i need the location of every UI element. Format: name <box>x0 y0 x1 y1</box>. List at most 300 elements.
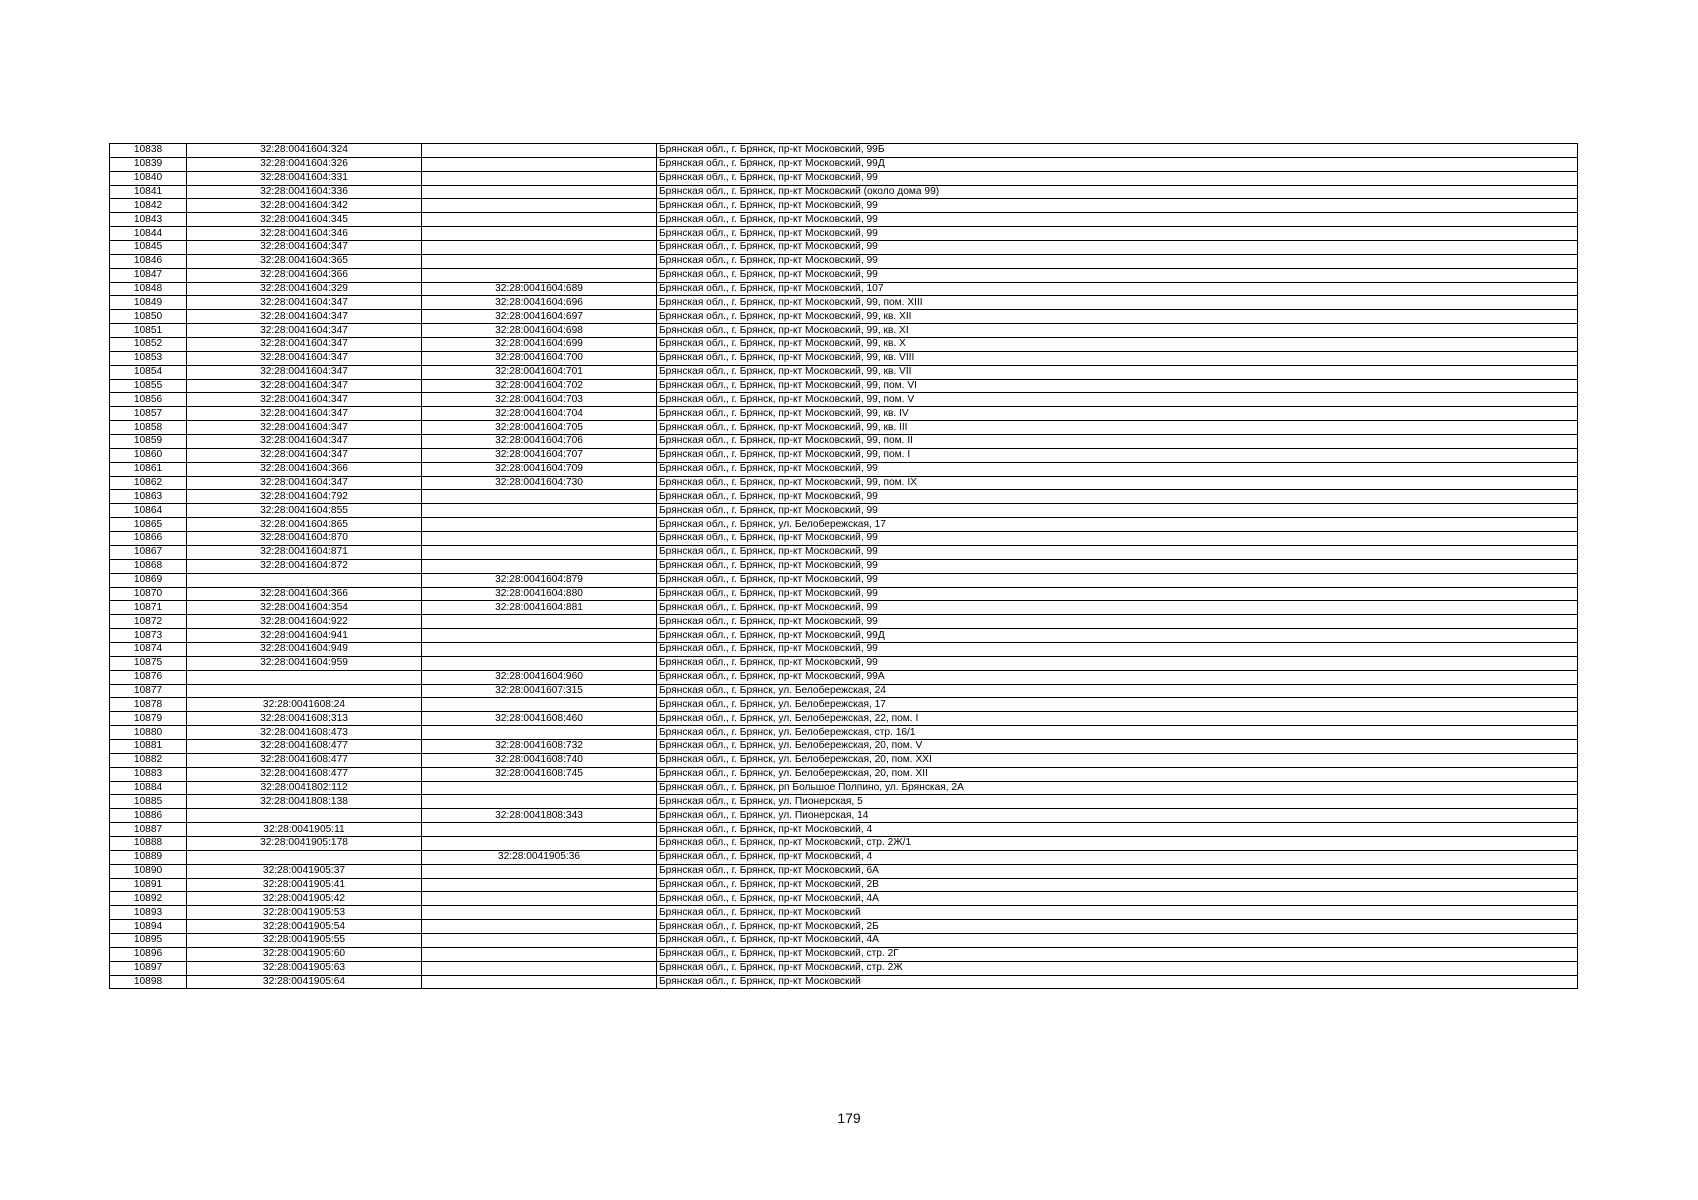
linked-cadastral-number-cell <box>422 199 657 213</box>
row-number-cell: 10844 <box>110 227 187 241</box>
row-number-cell: 10868 <box>110 559 187 573</box>
row-number-cell: 10854 <box>110 365 187 379</box>
address-cell: Брянская обл., г. Брянск, ул. Белобережская, стр. 16/1 <box>657 726 1578 740</box>
linked-cadastral-number-cell <box>422 254 657 268</box>
address-cell: Брянская обл., г. Брянск, пр-кт Московский, 99, пом. I <box>657 448 1578 462</box>
linked-cadastral-number-cell <box>422 157 657 171</box>
registry-table <box>109 143 1578 989</box>
cadastral-number-cell: 32:28:0041905:178 <box>187 836 422 850</box>
row-number-cell: 10842 <box>110 199 187 213</box>
table-row <box>110 712 1578 726</box>
cadastral-number-cell: 32:28:0041608:477 <box>187 753 422 767</box>
registry-table-body <box>110 144 1578 989</box>
address-cell: Брянская обл., г. Брянск, пр-кт Московский, стр. 2Ж <box>657 961 1578 975</box>
table-row <box>110 213 1578 227</box>
row-number-cell: 10866 <box>110 532 187 546</box>
linked-cadastral-number-cell <box>422 920 657 934</box>
table-row <box>110 836 1578 850</box>
row-number-cell: 10865 <box>110 518 187 532</box>
cadastral-number-cell: 32:28:0041604:792 <box>187 490 422 504</box>
address-cell: Брянская обл., г. Брянск, пр-кт Московский, 99 <box>657 601 1578 615</box>
row-number-cell: 10862 <box>110 476 187 490</box>
row-number-cell: 10892 <box>110 892 187 906</box>
linked-cadastral-number-cell <box>422 490 657 504</box>
linked-cadastral-number-cell: 32:28:0041604:707 <box>422 448 657 462</box>
row-number-cell: 10888 <box>110 836 187 850</box>
cadastral-number-cell: 32:28:0041608:477 <box>187 767 422 781</box>
cadastral-number-cell: 32:28:0041604:949 <box>187 642 422 656</box>
address-cell: Брянская обл., г. Брянск, ул. Пионерская, 5 <box>657 795 1578 809</box>
row-number-cell: 10897 <box>110 961 187 975</box>
linked-cadastral-number-cell <box>422 629 657 643</box>
cadastral-number-cell: 32:28:0041604:329 <box>187 282 422 296</box>
linked-cadastral-number-cell <box>422 698 657 712</box>
address-cell: Брянская обл., г. Брянск, ул. Белобережская, 20, пом. XII <box>657 767 1578 781</box>
address-cell: Брянская обл., г. Брянск, пр-кт Московский, 99 <box>657 462 1578 476</box>
address-cell: Брянская обл., г. Брянск, пр-кт Московский, 99 <box>657 504 1578 518</box>
linked-cadastral-number-cell: 32:28:0041604:709 <box>422 462 657 476</box>
table-row <box>110 615 1578 629</box>
table-row <box>110 144 1578 158</box>
table-row <box>110 933 1578 947</box>
cadastral-number-cell: 32:28:0041905:60 <box>187 947 422 961</box>
table-row <box>110 518 1578 532</box>
address-cell: Брянская обл., г. Брянск, пр-кт Московский, 99 <box>657 532 1578 546</box>
linked-cadastral-number-cell: 32:28:0041604:698 <box>422 324 657 338</box>
cadastral-number-cell: 32:28:0041604:347 <box>187 241 422 255</box>
table-row <box>110 642 1578 656</box>
linked-cadastral-number-cell <box>422 823 657 837</box>
linked-cadastral-number-cell <box>422 892 657 906</box>
table-row <box>110 476 1578 490</box>
row-number-cell: 10857 <box>110 407 187 421</box>
linked-cadastral-number-cell <box>422 961 657 975</box>
linked-cadastral-number-cell: 32:28:0041604:689 <box>422 282 657 296</box>
address-cell: Брянская обл., г. Брянск, ул. Пионерская, 14 <box>657 809 1578 823</box>
page-number: 179 <box>837 1110 861 1126</box>
address-cell: Брянская обл., г. Брянск, ул. Белобережская, 22, пом. I <box>657 712 1578 726</box>
linked-cadastral-number-cell: 32:28:0041604:699 <box>422 338 657 352</box>
table-row <box>110 920 1578 934</box>
cadastral-number-cell: 32:28:0041604:347 <box>187 324 422 338</box>
row-number-cell: 10884 <box>110 781 187 795</box>
table-row <box>110 324 1578 338</box>
linked-cadastral-number-cell: 32:28:0041604:960 <box>422 670 657 684</box>
linked-cadastral-number-cell: 32:28:0041604:700 <box>422 351 657 365</box>
cadastral-number-cell: 32:28:0041604:366 <box>187 587 422 601</box>
cadastral-number-cell: 32:28:0041604:331 <box>187 171 422 185</box>
table-row <box>110 490 1578 504</box>
row-number-cell: 10887 <box>110 823 187 837</box>
linked-cadastral-number-cell <box>422 795 657 809</box>
address-cell: Брянская обл., г. Брянск, пр-кт Московский <box>657 975 1578 989</box>
address-cell: Брянская обл., г. Брянск, пр-кт Московский, 99, пом. IX <box>657 476 1578 490</box>
cadastral-number-cell: 32:28:0041604:941 <box>187 629 422 643</box>
row-number-cell: 10839 <box>110 157 187 171</box>
row-number-cell: 10847 <box>110 268 187 282</box>
row-number-cell: 10895 <box>110 933 187 947</box>
linked-cadastral-number-cell <box>422 268 657 282</box>
table-row <box>110 254 1578 268</box>
linked-cadastral-number-cell <box>422 227 657 241</box>
address-cell: Брянская обл., г. Брянск, ул. Белобережская, 24 <box>657 684 1578 698</box>
address-cell: Брянская обл., г. Брянск, пр-кт Московский, 4 <box>657 850 1578 864</box>
address-cell: Брянская обл., г. Брянск, пр-кт Московский, 4А <box>657 892 1578 906</box>
address-cell: Брянская обл., г. Брянск, пр-кт Московский, 99, кв. XI <box>657 324 1578 338</box>
row-number-cell: 10890 <box>110 864 187 878</box>
linked-cadastral-number-cell: 32:28:0041604:706 <box>422 435 657 449</box>
address-cell: Брянская обл., г. Брянск, пр-кт Московский, 107 <box>657 282 1578 296</box>
linked-cadastral-number-cell: 32:28:0041608:732 <box>422 739 657 753</box>
row-number-cell: 10855 <box>110 379 187 393</box>
table-row <box>110 670 1578 684</box>
cadastral-number-cell: 32:28:0041905:64 <box>187 975 422 989</box>
table-row <box>110 365 1578 379</box>
row-number-cell: 10863 <box>110 490 187 504</box>
address-cell: Брянская обл., г. Брянск, пр-кт Московский, 4 <box>657 823 1578 837</box>
address-cell: Брянская обл., г. Брянск, пр-кт Московский, 99, кв. XII <box>657 310 1578 324</box>
linked-cadastral-number-cell: 32:28:0041604:703 <box>422 393 657 407</box>
cadastral-number-cell <box>187 573 422 587</box>
linked-cadastral-number-cell <box>422 213 657 227</box>
row-number-cell: 10889 <box>110 850 187 864</box>
cadastral-number-cell: 32:28:0041604:366 <box>187 268 422 282</box>
address-cell: Брянская обл., г. Брянск, пр-кт Московский, 99 <box>657 490 1578 504</box>
cadastral-number-cell: 32:28:0041604:865 <box>187 518 422 532</box>
table-row <box>110 393 1578 407</box>
cadastral-number-cell: 32:28:0041604:347 <box>187 310 422 324</box>
row-number-cell: 10879 <box>110 712 187 726</box>
address-cell: Брянская обл., г. Брянск, пр-кт Московский, 99, пом. V <box>657 393 1578 407</box>
address-cell: Брянская обл., г. Брянск, пр-кт Московский, 99, пом. II <box>657 435 1578 449</box>
linked-cadastral-number-cell <box>422 241 657 255</box>
linked-cadastral-number-cell: 32:28:0041604:702 <box>422 379 657 393</box>
row-number-cell: 10881 <box>110 739 187 753</box>
cadastral-number-cell: 32:28:0041604:871 <box>187 545 422 559</box>
table-row <box>110 975 1578 989</box>
linked-cadastral-number-cell: 32:28:0041604:879 <box>422 573 657 587</box>
row-number-cell: 10859 <box>110 435 187 449</box>
address-cell: Брянская обл., г. Брянск, пр-кт Московский, 99 <box>657 199 1578 213</box>
address-cell: Брянская обл., г. Брянск, пр-кт Московский, 99, пом. XIII <box>657 296 1578 310</box>
linked-cadastral-number-cell <box>422 878 657 892</box>
address-cell: Брянская обл., г. Брянск, пр-кт Московский, 99 <box>657 268 1578 282</box>
linked-cadastral-number-cell: 32:28:0041808:343 <box>422 809 657 823</box>
table-row <box>110 227 1578 241</box>
cadastral-number-cell: 32:28:0041604:345 <box>187 213 422 227</box>
cadastral-number-cell: 32:28:0041905:54 <box>187 920 422 934</box>
cadastral-number-cell: 32:28:0041604:347 <box>187 351 422 365</box>
linked-cadastral-number-cell <box>422 504 657 518</box>
row-number-cell: 10877 <box>110 684 187 698</box>
table-row <box>110 351 1578 365</box>
linked-cadastral-number-cell: 32:28:0041604:704 <box>422 407 657 421</box>
table-row <box>110 698 1578 712</box>
row-number-cell: 10878 <box>110 698 187 712</box>
row-number-cell: 10883 <box>110 767 187 781</box>
address-cell: Брянская обл., г. Брянск, пр-кт Московский, 99Д <box>657 629 1578 643</box>
row-number-cell: 10867 <box>110 545 187 559</box>
linked-cadastral-number-cell <box>422 726 657 740</box>
linked-cadastral-number-cell: 32:28:0041608:745 <box>422 767 657 781</box>
table-row <box>110 199 1578 213</box>
address-cell: Брянская обл., г. Брянск, пр-кт Московский, 99А <box>657 670 1578 684</box>
row-number-cell: 10864 <box>110 504 187 518</box>
cadastral-number-cell: 32:28:0041604:347 <box>187 379 422 393</box>
table-row <box>110 462 1578 476</box>
cadastral-number-cell <box>187 684 422 698</box>
table-row <box>110 823 1578 837</box>
row-number-cell: 10849 <box>110 296 187 310</box>
row-number-cell: 10853 <box>110 351 187 365</box>
cadastral-number-cell: 32:28:0041604:347 <box>187 393 422 407</box>
row-number-cell: 10861 <box>110 462 187 476</box>
cadastral-number-cell: 32:28:0041604:347 <box>187 421 422 435</box>
cadastral-number-cell: 32:28:0041604:347 <box>187 448 422 462</box>
row-number-cell: 10874 <box>110 642 187 656</box>
table-row <box>110 781 1578 795</box>
linked-cadastral-number-cell: 32:28:0041604:696 <box>422 296 657 310</box>
address-cell: Брянская обл., г. Брянск, пр-кт Московский, 99 <box>657 254 1578 268</box>
linked-cadastral-number-cell: 32:28:0041604:697 <box>422 310 657 324</box>
linked-cadastral-number-cell <box>422 836 657 850</box>
cadastral-number-cell: 32:28:0041604:347 <box>187 435 422 449</box>
cadastral-number-cell: 32:28:0041802:112 <box>187 781 422 795</box>
table-row <box>110 892 1578 906</box>
table-row <box>110 185 1578 199</box>
address-cell: Брянская обл., г. Брянск, пр-кт Московский, 99 <box>657 587 1578 601</box>
linked-cadastral-number-cell: 32:28:0041604:730 <box>422 476 657 490</box>
row-number-cell: 10880 <box>110 726 187 740</box>
address-cell: Брянская обл., г. Брянск, пр-кт Московский, 99, пом. VI <box>657 379 1578 393</box>
address-cell: Брянская обл., г. Брянск, ул. Белобережская, 17 <box>657 518 1578 532</box>
table-row <box>110 407 1578 421</box>
address-cell: Брянская обл., г. Брянск, пр-кт Московский (около дома 99) <box>657 185 1578 199</box>
linked-cadastral-number-cell <box>422 864 657 878</box>
table-row <box>110 532 1578 546</box>
row-number-cell: 10876 <box>110 670 187 684</box>
address-cell: Брянская обл., г. Брянск, пр-кт Московский, 99 <box>657 213 1578 227</box>
table-row <box>110 310 1578 324</box>
row-number-cell: 10860 <box>110 448 187 462</box>
address-cell: Брянская обл., г. Брянск, ул. Белобережская, 20, пом. V <box>657 739 1578 753</box>
linked-cadastral-number-cell <box>422 781 657 795</box>
cadastral-number-cell: 32:28:0041905:55 <box>187 933 422 947</box>
cadastral-number-cell <box>187 670 422 684</box>
cadastral-number-cell: 32:28:0041905:63 <box>187 961 422 975</box>
linked-cadastral-number-cell: 32:28:0041905:36 <box>422 850 657 864</box>
linked-cadastral-number-cell <box>422 185 657 199</box>
row-number-cell: 10858 <box>110 421 187 435</box>
linked-cadastral-number-cell <box>422 518 657 532</box>
address-cell: Брянская обл., г. Брянск, пр-кт Московский, 99, кв. X <box>657 338 1578 352</box>
linked-cadastral-number-cell: 32:28:0041607:315 <box>422 684 657 698</box>
row-number-cell: 10896 <box>110 947 187 961</box>
cadastral-number-cell: 32:28:0041905:41 <box>187 878 422 892</box>
address-cell: Брянская обл., г. Брянск, пр-кт Московский, 99 <box>657 615 1578 629</box>
address-cell: Брянская обл., г. Брянск, пр-кт Московский, 99 <box>657 545 1578 559</box>
row-number-cell: 10894 <box>110 920 187 934</box>
linked-cadastral-number-cell: 32:28:0041608:460 <box>422 712 657 726</box>
cadastral-number-cell: 32:28:0041604:366 <box>187 462 422 476</box>
table-row <box>110 504 1578 518</box>
table-row <box>110 171 1578 185</box>
linked-cadastral-number-cell <box>422 906 657 920</box>
linked-cadastral-number-cell: 32:28:0041604:705 <box>422 421 657 435</box>
table-row <box>110 241 1578 255</box>
linked-cadastral-number-cell <box>422 975 657 989</box>
address-cell: Брянская обл., г. Брянск, пр-кт Московский, 99 <box>657 573 1578 587</box>
row-number-cell: 10845 <box>110 241 187 255</box>
linked-cadastral-number-cell <box>422 171 657 185</box>
table-row <box>110 684 1578 698</box>
table-row <box>110 656 1578 670</box>
row-number-cell: 10891 <box>110 878 187 892</box>
table-row <box>110 448 1578 462</box>
linked-cadastral-number-cell <box>422 933 657 947</box>
linked-cadastral-number-cell <box>422 545 657 559</box>
linked-cadastral-number-cell: 32:28:0041608:740 <box>422 753 657 767</box>
row-number-cell: 10850 <box>110 310 187 324</box>
cadastral-number-cell: 32:28:0041604:870 <box>187 532 422 546</box>
linked-cadastral-number-cell <box>422 656 657 670</box>
table-row <box>110 726 1578 740</box>
cadastral-number-cell: 32:28:0041608:313 <box>187 712 422 726</box>
table-row <box>110 268 1578 282</box>
linked-cadastral-number-cell: 32:28:0041604:701 <box>422 365 657 379</box>
table-row <box>110 753 1578 767</box>
cadastral-number-cell: 32:28:0041808:138 <box>187 795 422 809</box>
row-number-cell: 10846 <box>110 254 187 268</box>
cadastral-number-cell: 32:28:0041604:347 <box>187 296 422 310</box>
row-number-cell: 10843 <box>110 213 187 227</box>
linked-cadastral-number-cell: 32:28:0041604:880 <box>422 587 657 601</box>
address-cell: Брянская обл., г. Брянск, пр-кт Московский, 99 <box>657 559 1578 573</box>
row-number-cell: 10872 <box>110 615 187 629</box>
linked-cadastral-number-cell <box>422 615 657 629</box>
table-row <box>110 545 1578 559</box>
table-row <box>110 739 1578 753</box>
row-number-cell: 10852 <box>110 338 187 352</box>
cadastral-number-cell: 32:28:0041905:53 <box>187 906 422 920</box>
table-row <box>110 601 1578 615</box>
linked-cadastral-number-cell <box>422 532 657 546</box>
table-row <box>110 587 1578 601</box>
cadastral-number-cell: 32:28:0041604:872 <box>187 559 422 573</box>
cadastral-number-cell: 32:28:0041608:477 <box>187 739 422 753</box>
address-cell: Брянская обл., г. Брянск, пр-кт Московский, 99Б <box>657 144 1578 158</box>
address-cell: Брянская обл., г. Брянск, ул. Белобережская, 20, пом. XXI <box>657 753 1578 767</box>
table-row <box>110 878 1578 892</box>
table-row <box>110 559 1578 573</box>
cadastral-number-cell: 32:28:0041608:473 <box>187 726 422 740</box>
row-number-cell: 10841 <box>110 185 187 199</box>
cadastral-number-cell: 32:28:0041604:346 <box>187 227 422 241</box>
cadastral-number-cell: 32:28:0041905:42 <box>187 892 422 906</box>
cadastral-number-cell: 32:28:0041604:347 <box>187 365 422 379</box>
address-cell: Брянская обл., г. Брянск, пр-кт Московский, 99Д <box>657 157 1578 171</box>
linked-cadastral-number-cell <box>422 642 657 656</box>
address-cell: Брянская обл., г. Брянск, пр-кт Московский, 99, кв. VIII <box>657 351 1578 365</box>
address-cell: Брянская обл., г. Брянск, пр-кт Московский, 99, кв. III <box>657 421 1578 435</box>
cadastral-number-cell: 32:28:0041604:336 <box>187 185 422 199</box>
row-number-cell: 10882 <box>110 753 187 767</box>
cadastral-number-cell: 32:28:0041604:855 <box>187 504 422 518</box>
table-row <box>110 157 1578 171</box>
cadastral-number-cell: 32:28:0041604:347 <box>187 476 422 490</box>
table-row <box>110 421 1578 435</box>
address-cell: Брянская обл., г. Брянск, пр-кт Московский, 2Б <box>657 920 1578 934</box>
cadastral-number-cell: 32:28:0041604:326 <box>187 157 422 171</box>
linked-cadastral-number-cell <box>422 559 657 573</box>
table-row <box>110 850 1578 864</box>
row-number-cell: 10851 <box>110 324 187 338</box>
cadastral-number-cell: 32:28:0041905:11 <box>187 823 422 837</box>
address-cell: Брянская обл., г. Брянск, пр-кт Московский, 4А <box>657 933 1578 947</box>
table-row <box>110 864 1578 878</box>
linked-cadastral-number-cell <box>422 144 657 158</box>
row-number-cell: 10886 <box>110 809 187 823</box>
table-row <box>110 379 1578 393</box>
row-number-cell: 10840 <box>110 171 187 185</box>
cadastral-number-cell <box>187 809 422 823</box>
table-row <box>110 573 1578 587</box>
row-number-cell: 10848 <box>110 282 187 296</box>
table-row <box>110 435 1578 449</box>
row-number-cell: 10870 <box>110 587 187 601</box>
address-cell: Брянская обл., г. Брянск, рп Большое Полпино, ул. Брянская, 2А <box>657 781 1578 795</box>
address-cell: Брянская обл., г. Брянск, пр-кт Московский, 99 <box>657 227 1578 241</box>
row-number-cell: 10893 <box>110 906 187 920</box>
row-number-cell: 10875 <box>110 656 187 670</box>
cadastral-number-cell: 32:28:0041604:354 <box>187 601 422 615</box>
address-cell: Брянская обл., г. Брянск, пр-кт Московский, стр. 2Г <box>657 947 1578 961</box>
table-row <box>110 282 1578 296</box>
address-cell: Брянская обл., г. Брянск, ул. Белобережская, 17 <box>657 698 1578 712</box>
table-row <box>110 961 1578 975</box>
row-number-cell: 10869 <box>110 573 187 587</box>
table-row <box>110 629 1578 643</box>
address-cell: Брянская обл., г. Брянск, пр-кт Московский, 99, кв. VII <box>657 365 1578 379</box>
cadastral-number-cell: 32:28:0041604:959 <box>187 656 422 670</box>
cadastral-number-cell: 32:28:0041608:24 <box>187 698 422 712</box>
linked-cadastral-number-cell: 32:28:0041604:881 <box>422 601 657 615</box>
address-cell: Брянская обл., г. Брянск, пр-кт Московский, стр. 2Ж/1 <box>657 836 1578 850</box>
address-cell: Брянская обл., г. Брянск, пр-кт Московский, 99 <box>657 656 1578 670</box>
cadastral-number-cell: 32:28:0041604:347 <box>187 407 422 421</box>
table-row <box>110 767 1578 781</box>
table-row <box>110 906 1578 920</box>
address-cell: Брянская обл., г. Брянск, пр-кт Московский, 99, кв. IV <box>657 407 1578 421</box>
linked-cadastral-number-cell <box>422 947 657 961</box>
address-cell: Брянская обл., г. Брянск, пр-кт Московский, 99 <box>657 241 1578 255</box>
row-number-cell: 10856 <box>110 393 187 407</box>
address-cell: Брянская обл., г. Брянск, пр-кт Московский, 2В <box>657 878 1578 892</box>
cadastral-number-cell: 32:28:0041905:37 <box>187 864 422 878</box>
cadastral-number-cell: 32:28:0041604:922 <box>187 615 422 629</box>
address-cell: Брянская обл., г. Брянск, пр-кт Московский, 6А <box>657 864 1578 878</box>
table-row <box>110 947 1578 961</box>
row-number-cell: 10898 <box>110 975 187 989</box>
cadastral-number-cell <box>187 850 422 864</box>
row-number-cell: 10885 <box>110 795 187 809</box>
cadastral-number-cell: 32:28:0041604:347 <box>187 338 422 352</box>
cadastral-number-cell: 32:28:0041604:342 <box>187 199 422 213</box>
table-row <box>110 809 1578 823</box>
row-number-cell: 10871 <box>110 601 187 615</box>
row-number-cell: 10838 <box>110 144 187 158</box>
cadastral-number-cell: 32:28:0041604:324 <box>187 144 422 158</box>
